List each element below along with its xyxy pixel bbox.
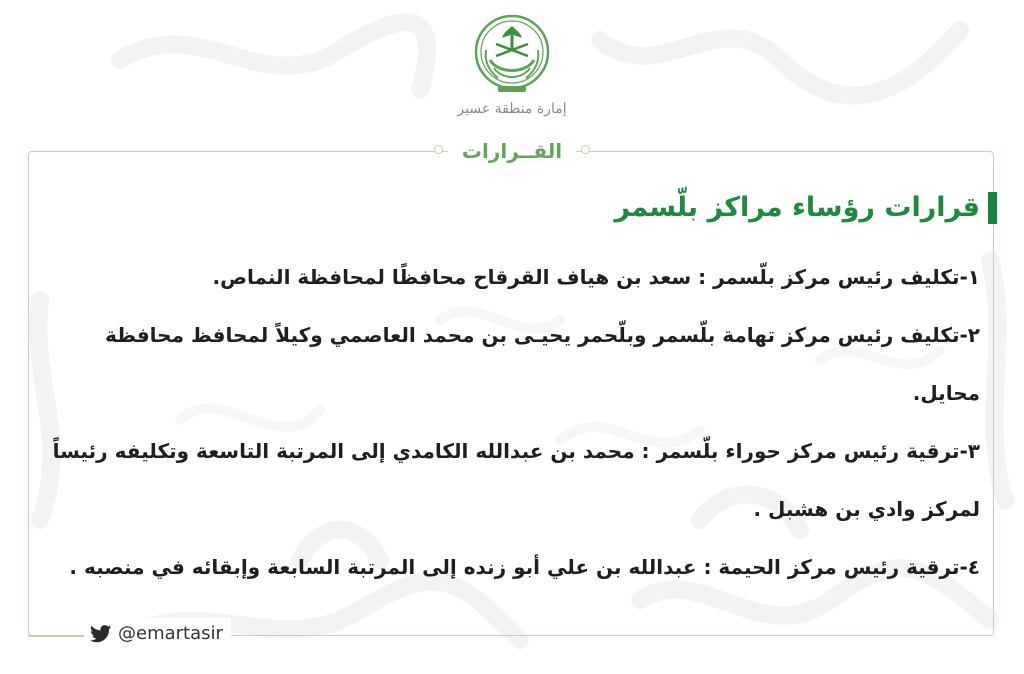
decision-item-3: ٣-ترقية رئيس مركز حوراء بلّسمر : محمد بن عبدالله الكامدي إلى المرتبة التاسعة وتكليفه رئيساً لمركز وادي بن هشبل . [52,439,980,521]
footer-divider [28,635,84,637]
emblem-caption: إمارة منطقة عسير [457,101,567,117]
emblem-logo-icon [468,10,556,100]
page-title: قرارات رؤساء مراكز بلّسمر [614,192,980,223]
decision-item-4: ٤-ترقية رئيس مركز الحيمة : عبدالله بن علي أبو زنده إلى المرتبة السابعة وإبقائه في منصبه . [69,555,980,579]
emblem-logo [468,10,556,100]
footer-social[interactable] [84,618,231,650]
twitter-icon [90,625,112,643]
decisions-list [32,248,980,596]
section-label: القــرارات [448,134,576,168]
frame-ornament-dot [581,145,590,154]
twitter-handle[interactable]: @emartasir [118,623,223,644]
decision-item-2: ٢-تكليف رئيس مركز تهامة بلّسمر وبلّحمر يحيـى بن محمد العاصمي وكيلاً لمحافظ محافظة محايل. [104,323,980,405]
title-accent-bar [988,192,997,224]
frame-ornament-dot [434,145,443,154]
decision-item-1: ١-تكليف رئيس مركز بلّسمر : سعد بن هياف القرقاح محافظًا لمحافظة النماص. [212,265,980,289]
